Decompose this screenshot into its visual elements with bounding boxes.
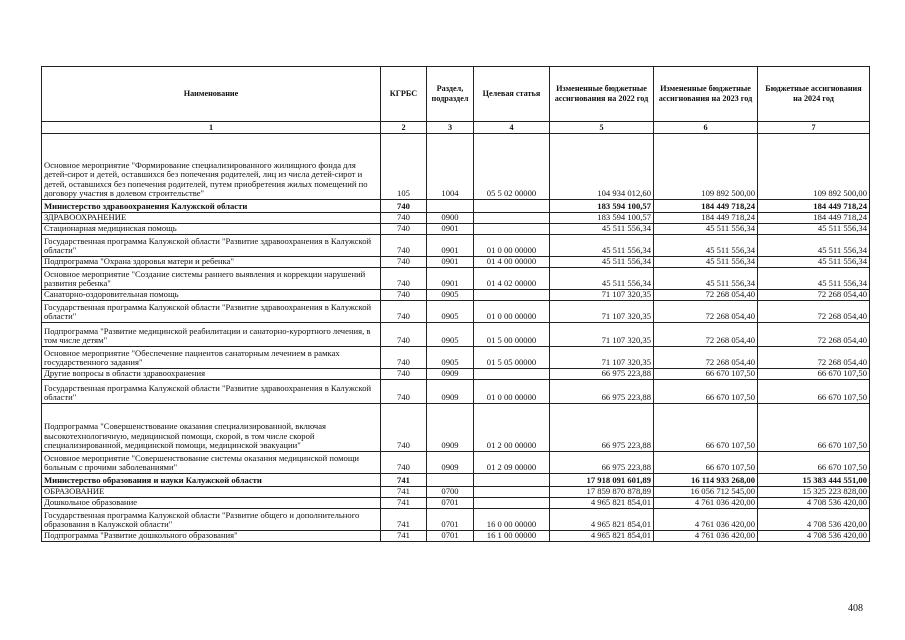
cell-section: 0905 <box>427 290 474 301</box>
cell-kgrbs: 740 <box>381 213 427 224</box>
cell-target: 16 0 00 00000 <box>474 509 550 531</box>
cell-2022: 4 965 821 854,01 <box>550 509 654 531</box>
budget-table <box>41 66 870 542</box>
cell-name: Основное мероприятие "Создание системы раннего выявления и коррекции нарушений развития ребенка" <box>42 268 381 290</box>
cell-target: 01 2 00 00000 <box>474 404 550 452</box>
cell-2024: 45 511 556,34 <box>758 235 870 257</box>
cell-name: Государственная программа Калужской области "Развитие общего и дополнительного образования в Калужской области" <box>42 509 381 531</box>
table-row <box>42 213 870 224</box>
header-2022: Измененные бюджетные ассигнования на 2022 год <box>550 67 654 122</box>
table-row <box>42 404 870 452</box>
cell-2022: 66 975 223,88 <box>550 380 654 404</box>
cell-2022: 17 859 870 878,89 <box>550 487 654 498</box>
header-kgrbs: КГРБС <box>381 67 427 122</box>
cell-2023: 184 449 718,24 <box>654 213 758 224</box>
cell-section: 0901 <box>427 257 474 268</box>
cell-kgrbs: 740 <box>381 257 427 268</box>
cell-2023: 16 114 933 268,00 <box>654 474 758 487</box>
cell-2023: 66 670 107,50 <box>654 452 758 474</box>
cell-2023: 72 268 054,40 <box>654 301 758 323</box>
cell-kgrbs: 105 <box>381 134 427 200</box>
cell-target <box>474 224 550 235</box>
cell-2024: 184 449 718,24 <box>758 213 870 224</box>
cell-2022: 4 965 821 854,01 <box>550 498 654 509</box>
column-number: 2 <box>381 122 427 134</box>
cell-kgrbs: 740 <box>381 380 427 404</box>
cell-kgrbs: 740 <box>381 224 427 235</box>
cell-name: Дошкольное образование <box>42 498 381 509</box>
cell-2024: 4 708 536 420,00 <box>758 531 870 542</box>
cell-name: Государственная программа Калужской области "Развитие здравоохранения в Калужской области" <box>42 301 381 323</box>
cell-kgrbs: 741 <box>381 474 427 487</box>
table-row <box>42 498 870 509</box>
cell-name: Министерство образования и науки Калужской области <box>42 474 381 487</box>
table-row <box>42 323 870 347</box>
table-header-row <box>42 67 870 122</box>
cell-target: 05 5 02 00000 <box>474 134 550 200</box>
cell-target: 01 2 09 00000 <box>474 452 550 474</box>
cell-target <box>474 498 550 509</box>
page-number: 408 <box>848 603 863 614</box>
cell-name: Министерство здравоохранения Калужской области <box>42 200 381 213</box>
cell-name: Подпрограмма "Развитие дошкольного образования" <box>42 531 381 542</box>
cell-section: 0901 <box>427 268 474 290</box>
cell-2022: 104 934 012,60 <box>550 134 654 200</box>
cell-2022: 183 594 100,57 <box>550 213 654 224</box>
cell-section: 0905 <box>427 301 474 323</box>
cell-2024: 45 511 556,34 <box>758 224 870 235</box>
cell-2024: 66 670 107,50 <box>758 380 870 404</box>
cell-target <box>474 369 550 380</box>
cell-2022: 71 107 320,35 <box>550 290 654 301</box>
table-row <box>42 509 870 531</box>
table-row <box>42 134 870 200</box>
cell-2022: 17 918 091 601,89 <box>550 474 654 487</box>
cell-2024: 109 892 500,00 <box>758 134 870 200</box>
cell-2023: 4 761 036 420,00 <box>654 531 758 542</box>
table-row <box>42 200 870 213</box>
cell-2023: 109 892 500,00 <box>654 134 758 200</box>
cell-2023: 66 670 107,50 <box>654 369 758 380</box>
cell-kgrbs: 741 <box>381 509 427 531</box>
cell-section: 0900 <box>427 213 474 224</box>
cell-target: 01 0 00 00000 <box>474 301 550 323</box>
cell-2022: 183 594 100,57 <box>550 200 654 213</box>
cell-section: 0701 <box>427 509 474 531</box>
table-body <box>42 134 870 542</box>
cell-2023: 72 268 054,40 <box>654 290 758 301</box>
table-row <box>42 487 870 498</box>
column-number: 5 <box>550 122 654 134</box>
cell-kgrbs: 740 <box>381 235 427 257</box>
cell-2024: 45 511 556,34 <box>758 257 870 268</box>
cell-2022: 71 107 320,35 <box>550 323 654 347</box>
cell-section: 0909 <box>427 404 474 452</box>
column-number: 6 <box>654 122 758 134</box>
cell-name: Стационарная медицинская помощь <box>42 224 381 235</box>
cell-2024: 66 670 107,50 <box>758 369 870 380</box>
cell-2023: 66 670 107,50 <box>654 380 758 404</box>
cell-target: 01 4 02 00000 <box>474 268 550 290</box>
cell-2022: 71 107 320,35 <box>550 301 654 323</box>
cell-section: 0909 <box>427 369 474 380</box>
cell-name: Государственная программа Калужской области "Развитие здравоохранения в Калужской области" <box>42 380 381 404</box>
cell-2022: 45 511 556,34 <box>550 257 654 268</box>
cell-2024: 15 325 223 828,00 <box>758 487 870 498</box>
cell-kgrbs: 740 <box>381 369 427 380</box>
cell-2022: 45 511 556,34 <box>550 235 654 257</box>
cell-name: Другие вопросы в области здравоохранения <box>42 369 381 380</box>
cell-name: Подпрограмма "Развитие медицинской реабилитации и санаторно-курортного лечения, в том числе детям" <box>42 323 381 347</box>
column-number-row <box>42 122 870 134</box>
column-number: 3 <box>427 122 474 134</box>
cell-kgrbs: 740 <box>381 301 427 323</box>
cell-name: Подпрограмма "Совершенствование оказания специализированной, включая высокотехнологичную, медицинской помощи, скорой, в том числе скорой специализированной, медицинской помощи, медицинской эвакуации" <box>42 404 381 452</box>
table-row <box>42 531 870 542</box>
cell-2024: 4 708 536 420,00 <box>758 509 870 531</box>
table-row <box>42 347 870 369</box>
cell-2023: 66 670 107,50 <box>654 404 758 452</box>
cell-2024: 72 268 054,40 <box>758 301 870 323</box>
cell-2023: 45 511 556,34 <box>654 257 758 268</box>
cell-2022: 66 975 223,88 <box>550 369 654 380</box>
cell-2023: 72 268 054,40 <box>654 323 758 347</box>
cell-2022: 45 511 556,34 <box>550 268 654 290</box>
cell-2022: 66 975 223,88 <box>550 452 654 474</box>
cell-2024: 184 449 718,24 <box>758 200 870 213</box>
cell-2022: 4 965 821 854,01 <box>550 531 654 542</box>
cell-section: 0701 <box>427 531 474 542</box>
table-row <box>42 301 870 323</box>
cell-target: 01 5 05 00000 <box>474 347 550 369</box>
cell-2024: 4 708 536 420,00 <box>758 498 870 509</box>
cell-2022: 45 511 556,34 <box>550 224 654 235</box>
cell-section: 0905 <box>427 347 474 369</box>
cell-2022: 71 107 320,35 <box>550 347 654 369</box>
cell-kgrbs: 741 <box>381 498 427 509</box>
cell-section <box>427 474 474 487</box>
column-number: 7 <box>758 122 870 134</box>
cell-2022: 66 975 223,88 <box>550 404 654 452</box>
table-row <box>42 290 870 301</box>
cell-section: 0909 <box>427 380 474 404</box>
table-row <box>42 452 870 474</box>
cell-2024: 72 268 054,40 <box>758 290 870 301</box>
cell-name: Государственная программа Калужской области "Развитие здравоохранения в Калужской области" <box>42 235 381 257</box>
cell-2024: 72 268 054,40 <box>758 347 870 369</box>
cell-2023: 72 268 054,40 <box>654 347 758 369</box>
cell-2024: 66 670 107,50 <box>758 452 870 474</box>
cell-target <box>474 200 550 213</box>
cell-name: Санаторно-оздоровительная помощь <box>42 290 381 301</box>
cell-2023: 4 761 036 420,00 <box>654 498 758 509</box>
table-row <box>42 235 870 257</box>
header-2024: Бюджетные ассигнования на 2024 год <box>758 67 870 122</box>
cell-2024: 72 268 054,40 <box>758 323 870 347</box>
table-row <box>42 474 870 487</box>
cell-section: 0909 <box>427 452 474 474</box>
cell-kgrbs: 741 <box>381 531 427 542</box>
cell-section: 0901 <box>427 224 474 235</box>
cell-section: 0701 <box>427 498 474 509</box>
cell-2024: 15 383 444 551,00 <box>758 474 870 487</box>
cell-2024: 66 670 107,50 <box>758 404 870 452</box>
cell-target <box>474 290 550 301</box>
cell-name: Подпрограмма "Охрана здоровья матери и ребенка" <box>42 257 381 268</box>
cell-kgrbs: 740 <box>381 347 427 369</box>
table-row <box>42 224 870 235</box>
cell-kgrbs: 740 <box>381 290 427 301</box>
cell-kgrbs: 740 <box>381 200 427 213</box>
cell-kgrbs: 740 <box>381 268 427 290</box>
table-row <box>42 268 870 290</box>
header-target: Целевая статья <box>474 67 550 122</box>
cell-name: Основное мероприятие "Совершенствование системы оказания медицинской помощи больным с прочими заболеваниями" <box>42 452 381 474</box>
table-row <box>42 369 870 380</box>
table-row <box>42 380 870 404</box>
header-section: Раздел, подраздел <box>427 67 474 122</box>
table-row <box>42 257 870 268</box>
cell-section: 0901 <box>427 235 474 257</box>
column-number: 1 <box>42 122 381 134</box>
cell-section <box>427 200 474 213</box>
cell-2024: 45 511 556,34 <box>758 268 870 290</box>
cell-target: 01 0 00 00000 <box>474 380 550 404</box>
cell-name: Основное мероприятие "Формирование специализированного жилищного фонда для детей-сирот и детей, оставшихся без попечения родителей, лиц из числа детей-сирот и детей, оставшихся без попечения родителей, путем приобретения жилых помещений по договору участия в долевом строительстве" <box>42 134 381 200</box>
cell-target <box>474 487 550 498</box>
cell-target <box>474 474 550 487</box>
cell-target: 01 0 00 00000 <box>474 235 550 257</box>
header-name: Наименование <box>42 67 381 122</box>
cell-2023: 16 056 712 545,00 <box>654 487 758 498</box>
cell-2023: 4 761 036 420,00 <box>654 509 758 531</box>
cell-name: ЗДРАВООХРАНЕНИЕ <box>42 213 381 224</box>
cell-kgrbs: 740 <box>381 452 427 474</box>
cell-2023: 45 511 556,34 <box>654 224 758 235</box>
cell-2023: 45 511 556,34 <box>654 268 758 290</box>
header-2023: Измененные бюджетные ассигнования на 2023 год <box>654 67 758 122</box>
cell-section: 0700 <box>427 487 474 498</box>
cell-target: 01 5 00 00000 <box>474 323 550 347</box>
cell-2023: 45 511 556,34 <box>654 235 758 257</box>
cell-kgrbs: 740 <box>381 323 427 347</box>
cell-target: 01 4 00 00000 <box>474 257 550 268</box>
cell-name: ОБРАЗОВАНИЕ <box>42 487 381 498</box>
column-number: 4 <box>474 122 550 134</box>
cell-section: 0905 <box>427 323 474 347</box>
cell-name: Основное мероприятие "Обеспечение пациентов санаторным лечением в рамках государственного задания" <box>42 347 381 369</box>
cell-kgrbs: 740 <box>381 404 427 452</box>
cell-2023: 184 449 718,24 <box>654 200 758 213</box>
cell-target: 16 1 00 00000 <box>474 531 550 542</box>
cell-target <box>474 213 550 224</box>
cell-kgrbs: 741 <box>381 487 427 498</box>
cell-section: 1004 <box>427 134 474 200</box>
